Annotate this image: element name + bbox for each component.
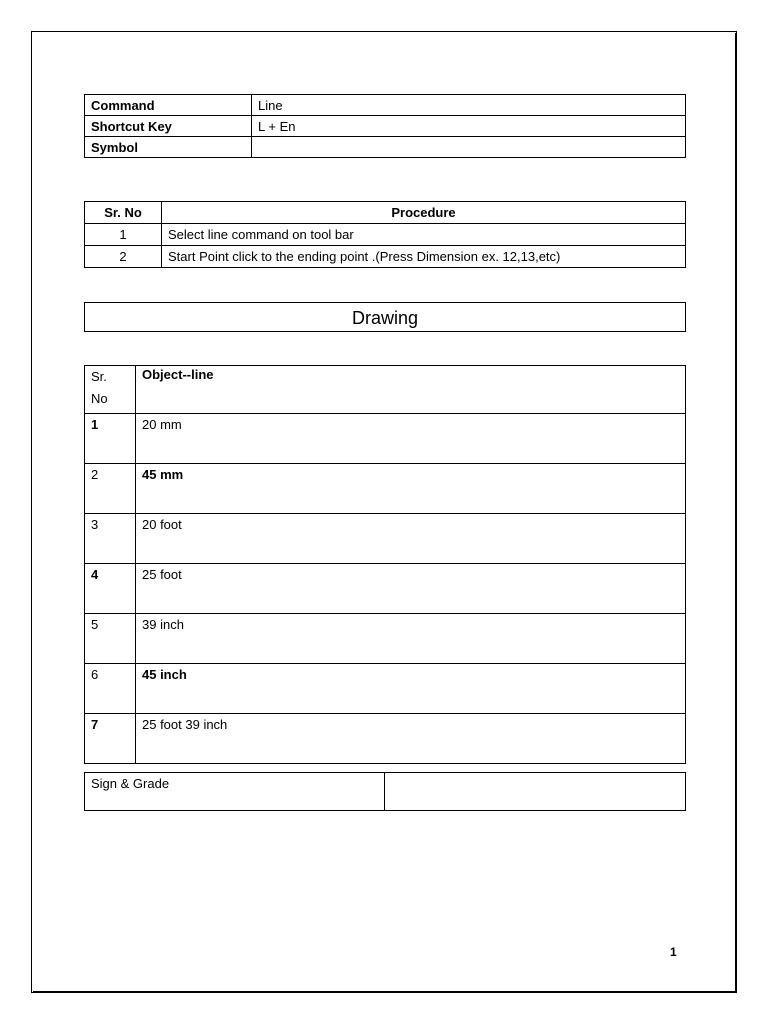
object-sr: 3 [85, 514, 136, 564]
object-sr: 4 [85, 564, 136, 614]
table-row [85, 95, 686, 116]
object-sr: 5 [85, 614, 136, 664]
object-value: 20 foot [136, 514, 686, 564]
sign-grade-label: Sign & Grade [85, 773, 385, 811]
page-number: 1 [670, 945, 677, 959]
shortcut-key-value: L + En [252, 116, 686, 137]
object-value: 25 foot [136, 564, 686, 614]
symbol-value [252, 137, 686, 158]
object-sr-header-line1: Sr. [91, 369, 107, 384]
table-row [85, 137, 686, 158]
table-row [85, 714, 686, 764]
sign-grade-table [84, 772, 686, 811]
object-value: 45 mm [136, 464, 686, 514]
object-value: 45 inch [136, 664, 686, 714]
table-row [85, 224, 686, 246]
table-header-row [85, 202, 686, 224]
object-sr: 6 [85, 664, 136, 714]
object-sr-header [85, 366, 136, 414]
object-sr-header-line2: No [91, 391, 108, 406]
shortcut-key-label: Shortcut Key [85, 116, 252, 137]
procedure-header: Procedure [162, 202, 686, 224]
sr-no-header: Sr. No [85, 202, 162, 224]
object-table [84, 365, 686, 764]
command-label: Command [85, 95, 252, 116]
table-header-row [85, 366, 686, 414]
procedure-table [84, 201, 686, 268]
procedure-sr: 1 [85, 224, 162, 246]
object-sr: 2 [85, 464, 136, 514]
table-row [85, 246, 686, 268]
object-value: 39 inch [136, 614, 686, 664]
table-row [85, 414, 686, 464]
table-row [85, 614, 686, 664]
table-row [85, 464, 686, 514]
table-row [85, 664, 686, 714]
drawing-title: Drawing [84, 302, 686, 332]
table-row [85, 773, 686, 811]
table-row [85, 116, 686, 137]
command-info-table [84, 94, 686, 158]
object-header: Object--line [136, 366, 686, 414]
sign-grade-value [385, 773, 686, 811]
object-value: 20 mm [136, 414, 686, 464]
procedure-step: Start Point click to the ending point .(Press Dimension ex. 12,13,etc) [162, 246, 686, 268]
table-row [85, 564, 686, 614]
object-sr: 1 [85, 414, 136, 464]
command-value: Line [252, 95, 686, 116]
symbol-label: Symbol [85, 137, 252, 158]
procedure-step: Select line command on tool bar [162, 224, 686, 246]
object-sr: 7 [85, 714, 136, 764]
table-row [85, 514, 686, 564]
object-value: 25 foot 39 inch [136, 714, 686, 764]
procedure-sr: 2 [85, 246, 162, 268]
